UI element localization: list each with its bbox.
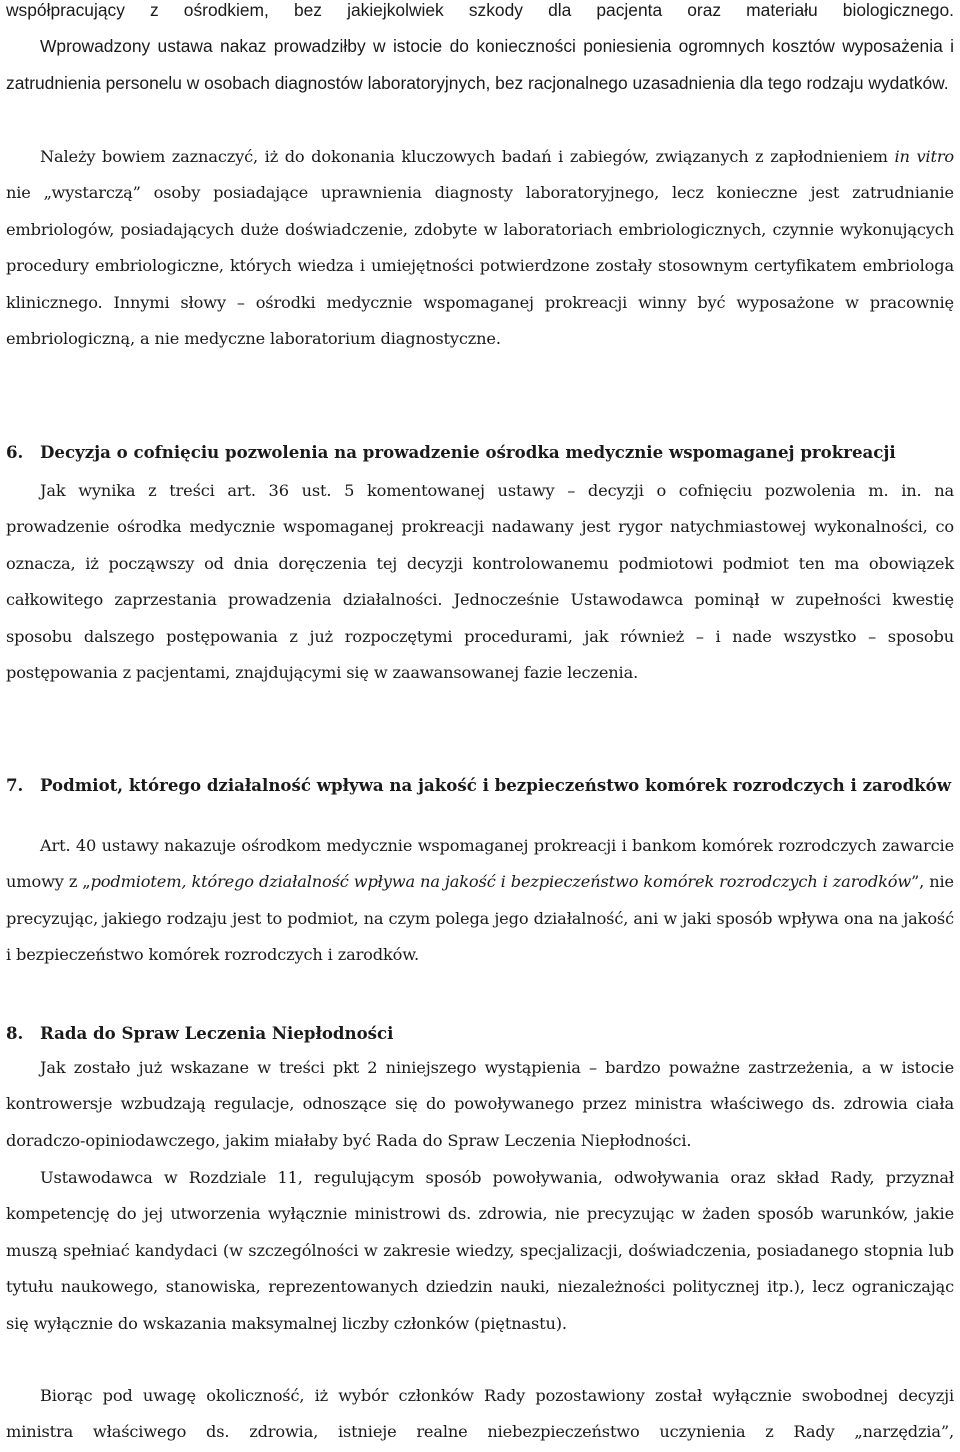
section-title: Decyzja o cofnięciu pozwolenia na prowadzenie ośrodka medycznie wspomaganej prokreacji (40, 442, 896, 462)
italic-term: in vitro (894, 147, 955, 166)
text-run: ”, nie precyzując, jakiego rodzaju jest to podmiot, na czym polega jego działalność, ani w jaki sposób wpływa ona na jakość i bezpieczeństwo komórek rozrodczych i zarodków. (6, 872, 954, 965)
section-number: 7. (6, 775, 24, 795)
paragraph-line: współpracujący z ośrodkiem, bez jakiejkolwiek szkody dla pacjenta oraz materiału biologicznego. (6, 0, 954, 20)
paragraph-text: prowadzenie ośrodka medycznie wspomaganej prokreacji nadawany jest rygor natychmiastowej wykonalności, co oznacza, iż począwszy od dnia doręczenia tej decyzji kontrolowanemu podmiotowi podmiot ten ma obowiązek całkowitego zaprzestania prowadzenia działalności. Jednocześnie Ustawodawca pominął w zupełności kwestię sposobu dalszego postępowania z już rozpoczętymi procedurami, jak również – i nade wszystko – sposobu postępowania z pacjentami, znajdującymi się w zaawansowanej fazie leczenia. (6, 517, 954, 683)
text-run: Art. 40 ustawy nakazuje ośrodkom medycznie wspomaganej prokreacji i bankom komórek rozrodczych zawarcie umowy z „ (6, 836, 954, 892)
section-heading-8 (6, 1021, 954, 1045)
text-run: nie „wystarczą” osoby posiadające uprawnienia diagnosty laboratoryjnego, lecz konieczne jest zatrudnianie embriologów, posiadających duże doświadczenie, zdobyte w laboratoriach embriologicznych, czynnie wykonujących procedury embriologiczne, których wiedza i umiejętności potwierdzone zostały stosownym certyfikatem embriologa klinicznego. Innymi słowy – ośrodki medycznie wspomaganej prokreacji winny być wyposażone w pracownię embriologiczną, a nie medyczne laboratorium diagnostyczne. (6, 183, 954, 349)
section-number: 6. (6, 442, 24, 462)
italic-quote: podmiotem, którego działalność wpływa na jakość i bezpieczeństwo komórek rozrodczych i zarodków (90, 872, 912, 892)
paragraph-line: Jak wynika z treści art. 36 ust. 5 komentowanej ustawy – decyzji o cofnięciu pozwolenia m. in. na (40, 481, 954, 500)
section-heading-7 (6, 773, 954, 797)
section-body-6 (6, 473, 954, 691)
section-title: Rada do Spraw Leczenia Niepłodności (40, 1023, 394, 1043)
paragraph-intro (6, 0, 954, 101)
paragraph-art40 (6, 828, 954, 974)
paragraph-text: Wprowadzony ustawa nakaz prowadziłby w istocie do konieczności poniesienia ogromnych kosztów wyposażenia i zatrudnienia personelu w osobach diagnostów laboratoryjnych, bez racjonalnego uzasadnienia dla tego rodzaju wydatków. (6, 36, 954, 93)
section-heading-6 (6, 440, 954, 464)
text-run: Należy bowiem zaznaczyć, iż do dokonania kluczowych badań i zabiegów, związanych z zapłodnieniem (40, 147, 895, 166)
section-title: Podmiot, którego działalność wpływa na jakość i bezpieczeństwo komórek rozrodczych i zarodków (40, 775, 952, 795)
paragraph-rada-3: Biorąc pod uwagę okoliczność, iż wybór członków Rady pozostawiony został wyłącznie swobodnej decyzji ministra właściwego ds. zdrowia, istnieje realne niebezpieczeństwo uczynienia z Rady „narzędzia”, (6, 1386, 954, 1442)
paragraph-rada-2: Ustawodawca w Rozdziale 11, regulującym sposób powoływania, odwoływania oraz skład Rady, przyznał kompetencję do jej utworzenia wyłącznie ministrowi ds. zdrowia, nie precyzując w żaden sposób warunków, jakie muszą spełniać kandydaci (w szczególności w zakresie wiedzy, specjalizacji, doświadczenia, posiadanego stopnia lub tytułu naukowego, stanowiska, reprezentowanych dziedzin nauki, niezależności politycznej itp.), lecz ograniczając się wyłącznie do wskazania maksymalnej liczby członków (piętnastu). (6, 1168, 954, 1333)
paragraph-embryologists (6, 139, 954, 357)
paragraph-rada-1: Jak zostało już wskazane w treści pkt 2 niniejszego wystąpienia – bardzo poważne zastrzeżenia, a w istocie kontrowersje wzbudzają regulacje, odnoszące się do powoływanego przez ministra właściwego ds. zdrowia ciała doradczo-opiniodawczego, jakim miałaby być Rada do Spraw Leczenia Niepłodności. (6, 1058, 954, 1150)
section-number: 8. (6, 1023, 24, 1043)
